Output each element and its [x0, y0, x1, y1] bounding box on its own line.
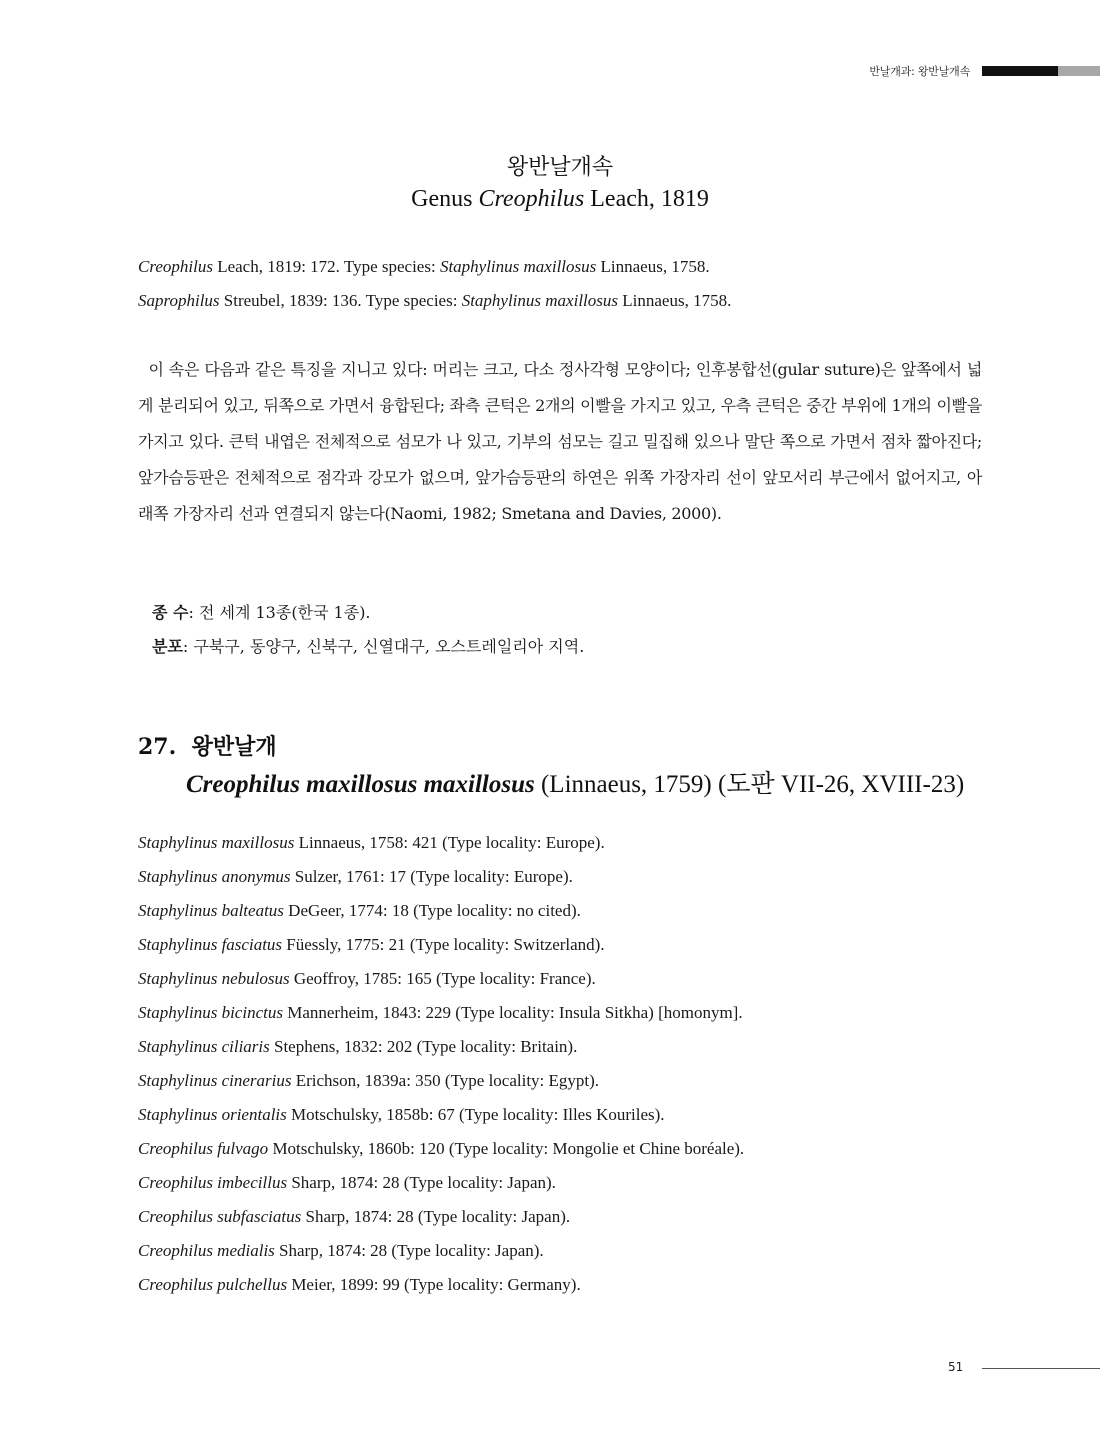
- genus-description: 이 속은 다음과 같은 특징을 지니고 있다: 머리는 크고, 다소 정사각형 모양이다; 인후봉합선(gular suture)은 앞쪽에서 넓게 분리되어 있고, 뒤쪽으로 가면서 융합된다; 좌측 큰턱은 2개의 이빨을 가지고 있고, 우측 큰턱은 중간 부위에 1개의 이빨을 가지고 있다. 큰턱 내엽은 전체적으로 섬모가 나 있고, 기부의 섬모는 길고 밀집해 있으나 말단 쪽으로 가면서 점차 짧아진다; 앞가슴등판은 전체적으로 점각과 강모가 없으며, 앞가슴등판의 하연은 위쪽 가장자리 선이 앞모서리 부근에서 없어지고, 아래쪽 가장자리 선과 연결되지 않는다(Naomi, 1982; Smetana and Davies, 2000).: [138, 360, 982, 523]
- species-synonym-list: [138, 826, 744, 1302]
- genus-name: Creophilus: [478, 186, 585, 212]
- running-head-text: 반날개과: 왕반날개속: [869, 65, 970, 78]
- running-head: [869, 64, 1100, 78]
- species-plates: (도판 VII-26, XVIII-23): [711, 771, 965, 798]
- genus-synonym: Creophilus Leach, 1819: 172. Type species: Staphylinus maxillosus Linnaeus, 1758.: [138, 257, 710, 276]
- distribution: [152, 634, 584, 657]
- species-synonym: Staphylinus cinerarius Erichson, 1839a: 350 (Type locality: Egypt).: [138, 1071, 600, 1090]
- genus-title-korean: 왕반날개속: [506, 155, 614, 180]
- species-synonym: Staphylinus anonymus Sulzer, 1761: 17 (Type locality: Europe).: [138, 867, 573, 886]
- distribution-label: 분포: [152, 637, 183, 656]
- species-synonym: Creophilus fulvago Motschulsky, 1860b: 120 (Type locality: Mongolie et Chine boréale).: [138, 1139, 745, 1158]
- species-number: 27.: [138, 734, 177, 760]
- running-head-bar-dark: [982, 66, 1058, 76]
- distribution-value: : 구북구, 동양구, 신북구, 신열대구, 오스트레일리아 지역.: [182, 637, 585, 656]
- species-synonym: Staphylinus nebulosus Geoffroy, 1785: 165 (Type locality: France).: [138, 969, 596, 988]
- species-count-label: 종 수: [152, 603, 189, 622]
- species-synonym: Staphylinus fasciatus Füessly, 1775: 21 (Type locality: Switzerland).: [138, 935, 605, 954]
- genus-title-latin: Genus Creophilus Leach, 1819: [411, 186, 709, 212]
- species-synonym: Staphylinus ciliaris Stephens, 1832: 202 (Type locality: Britain).: [138, 1037, 578, 1056]
- page-number: 51: [948, 1360, 964, 1374]
- species-synonym: Staphylinus balteatus DeGeer, 1774: 18 (Type locality: no cited).: [138, 901, 581, 920]
- species-synonym: Staphylinus bicinctus Mannerheim, 1843: 229 (Type locality: Insula Sitkha) [homonym].: [138, 1003, 743, 1022]
- species-synonym: Staphylinus orientalis Motschulsky, 1858b: 67 (Type locality: Illes Kouriles).: [138, 1105, 665, 1124]
- species-synonym: Staphylinus maxillosus Linnaeus, 1758: 421 (Type locality: Europe).: [138, 833, 605, 852]
- species-authority: (Linnaeus, 1759): [534, 771, 712, 798]
- species-synonym: Creophilus pulchellus Meier, 1899: 99 (Type locality: Germany).: [138, 1275, 581, 1294]
- species-name-korean: 왕반날개: [191, 734, 277, 760]
- species-scientific-name: Creophilus maxillosus maxillosus: [186, 771, 535, 798]
- species-synonym: Creophilus imbecillus Sharp, 1874: 28 (Type locality: Japan).: [138, 1173, 556, 1192]
- species-count: [152, 600, 371, 623]
- genus-synonym: Saprophilus Streubel, 1839: 136. Type species: Staphylinus maxillosus Linnaeus, 1758.: [138, 291, 732, 310]
- species-scientific-line: [186, 764, 964, 800]
- species-count-value: : 전 세계 13종(한국 1종).: [188, 603, 371, 622]
- running-head-bar-grey: [1058, 66, 1100, 76]
- species-synonym: Creophilus medialis Sharp, 1874: 28 (Type locality: Japan).: [138, 1241, 544, 1260]
- species-synonym: Creophilus subfasciatus Sharp, 1874: 28 (Type locality: Japan).: [138, 1207, 571, 1226]
- page-number-rule: [982, 1368, 1100, 1369]
- species-heading: [138, 730, 277, 761]
- genus-synonym-list: [138, 250, 731, 318]
